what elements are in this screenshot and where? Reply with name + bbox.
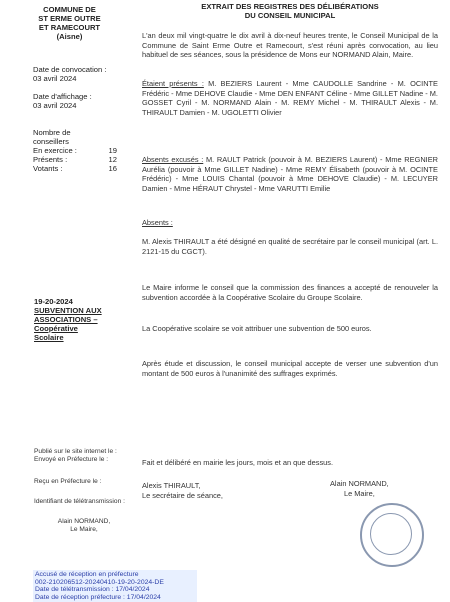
header-line1: EXTRAIT DES REGISTRES DES DÉLIBÉRATIONS [201,2,379,11]
affichage-value: 03 avril 2024 [33,101,77,110]
conseillers-title1: Nombre de [33,128,71,137]
deliberation-p2: La Coopérative scolaire se voit attribuer une subvention de 500 euros. [142,324,372,333]
commune-line4: (Aisne) [56,32,83,41]
affichage-label: Date d'affichage : [33,92,92,101]
deliberation-p1: Le Maire informe le conseil que la commission des finances a accepté de renouveler la subvention accordée à la Coopérative Scolaire du Groupe Scolaire. [142,283,438,302]
signature-maire-title: Le Maire, [344,488,375,498]
excuses-list: M. RAULT Patrick (pouvoir à M. BEZIERS Laurent) - Mme REGNIER Aurélia (pouvoir à Mme GILLET Nadine) - Mme REMY Élisabeth (pouvoir à M. OCINTE Frédéric) - Mme LOUIS Chantal (pouvoir à Mme DEHOVE Claudie) - M. LECUYER Damien - Mme HÉRAUT Chrystel - Mme VARUTTI Emilie [142,155,438,193]
official-seal-icon [360,503,424,567]
conseillers-block [33,128,133,173]
absents-paragraph [142,218,438,228]
secretaire-title: Le secrétaire de séance, [142,490,223,500]
presents-label: Étaient présents : [142,79,204,88]
conseillers-row: En exercice : 19 [33,146,117,155]
absents-label: Absents : [142,218,173,227]
secretaire-paragraph: M. Alexis THIRAULT a été désigné en qualité de secrétaire par le conseil municipal (art. L. 2121-15 du CGCT). [142,237,438,256]
receipt-line1: Accusé de réception en préfecture [35,571,139,578]
envoye-label: Envoyé en Préfecture le : [34,456,109,463]
commune-heading [22,5,117,41]
fait-line: Fait et délibéré en mairie les jours, mois et an que dessus. [142,458,334,467]
excuses-label: Absents excusés : [142,155,204,164]
admin-block [34,448,134,534]
excuses-paragraph [142,155,438,193]
deliberation-title1: SUBVENTION AUX [34,306,102,315]
deliberation-number: 19-20-2024 [34,297,73,306]
recu-label: Reçu en Préfecture le : [34,478,102,485]
conseillers-title2: conseillers [33,137,69,146]
convocation-value: 03 avril 2024 [33,74,77,83]
presents-list: M. BEZIERS Laurent - Mme CAUDOLLE Sandrine - M. OCINTE Frédéric - Mme DEHOVE Claudie - Mme DEN ENFANT Céline - Mme GILLET Nadine - M. GOSSET Cyril - M. NORMAND Alain - M. REMY Michel - M. THIRAULT Alexis - M. THIRAULT Damien - M. UGOLETTI Olivier [142,79,438,117]
deliberation-title4: Scolaire [34,333,64,342]
conseillers-row: Votants : 16 [33,164,117,173]
deliberation-p3: Après étude et discussion, le conseil municipal accepte de verser une subvention d'un montant de 500 euros à l'unanimité des suffrages exprimés. [142,359,438,378]
intro-paragraph: L'an deux mil vingt-quatre le dix avril à dix-neuf heures trente, le Conseil Municipal de la Commune de Saint Erme Outre et Ramecourt, s'est réuni après convocation, au lieu habituel de ses séances, sous la présidence de Mons eur NORMAND Alain, Maire. [142,31,438,60]
receipt-line3: Date de télétransmission : 17/04/2024 [35,586,150,594]
signature-maire [330,479,440,498]
identifiant-label: Identifiant de télétransmission : [34,498,125,505]
signature-secretaire [142,481,262,500]
receipt-line2: 002-210206512-20240410-19-20-2024-DE [35,578,164,586]
convocation-label: Date de convocation : [33,65,107,74]
deliberation-title [34,297,134,342]
commune-line2: ST ERME OUTRE [38,14,101,23]
commune-line1: COMMUNE DE [43,5,96,14]
maire-name: Alain NORMAND, [57,518,111,525]
receipt-line4: Date de réception préfecture : 17/04/2024 [35,593,161,601]
deliberation-title2: ASSOCIATIONS – [34,315,98,324]
presents-paragraph [142,79,438,117]
seal-inner-ring [370,513,412,555]
commune-line3: ET RAMECOURT [38,23,101,32]
dates-block [33,65,133,110]
secretaire-name: Alexis THIRAULT, [142,481,201,490]
signature-maire-name: Alain NORMAND, [330,479,389,488]
prefecture-receipt [33,570,197,602]
publie-label: Publié sur le site internet le : [34,448,117,455]
deliberation-title3: Coopérative [34,324,78,333]
maire-title: Le Maire, [70,526,98,533]
register-header [140,2,440,20]
header-line2: DU CONSEIL MUNICIPAL [244,11,336,20]
conseillers-row: Présents : 12 [33,155,117,164]
